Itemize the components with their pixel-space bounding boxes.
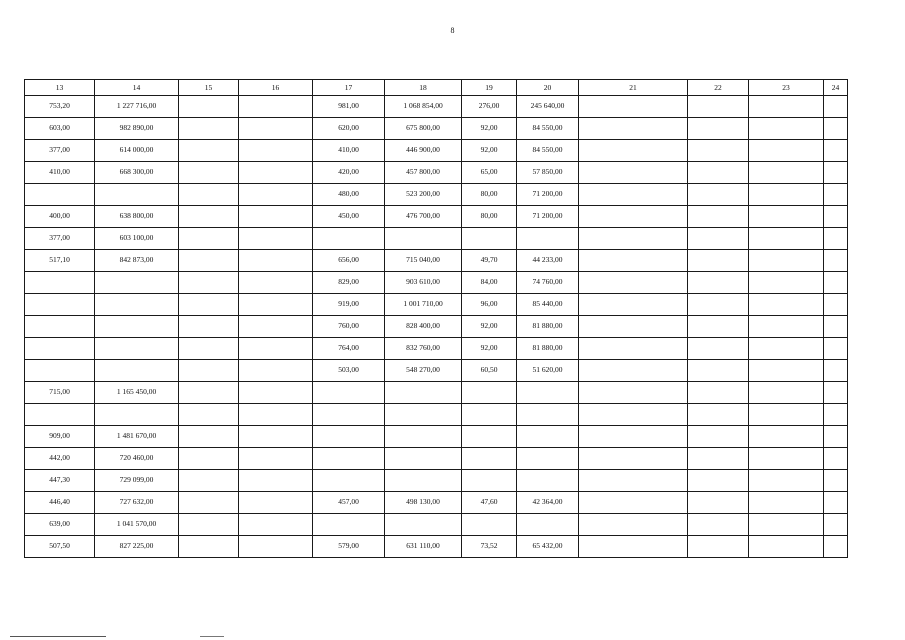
scan-artifact-line bbox=[10, 636, 106, 637]
table-cell: 828 400,00 bbox=[385, 316, 462, 338]
table-cell bbox=[239, 492, 313, 514]
table-cell: 548 270,00 bbox=[385, 360, 462, 382]
table-cell bbox=[579, 536, 688, 558]
table-cell: 377,00 bbox=[25, 228, 95, 250]
table-cell bbox=[749, 514, 824, 536]
table-cell bbox=[239, 426, 313, 448]
table-cell: 81 880,00 bbox=[517, 316, 579, 338]
table-cell bbox=[579, 228, 688, 250]
table-cell bbox=[579, 118, 688, 140]
table-cell: 84,00 bbox=[462, 272, 517, 294]
table-cell: 668 300,00 bbox=[95, 162, 179, 184]
table-cell bbox=[462, 470, 517, 492]
table-cell bbox=[688, 470, 749, 492]
table-cell bbox=[824, 338, 848, 360]
table-cell bbox=[824, 316, 848, 338]
table-cell bbox=[95, 316, 179, 338]
table-cell bbox=[462, 404, 517, 426]
column-header: 19 bbox=[462, 80, 517, 96]
table-cell bbox=[517, 448, 579, 470]
table-cell bbox=[385, 514, 462, 536]
table-cell: 245 640,00 bbox=[517, 96, 579, 118]
column-header: 21 bbox=[579, 80, 688, 96]
table-cell: 579,00 bbox=[313, 536, 385, 558]
table-cell: 71 200,00 bbox=[517, 206, 579, 228]
table-row bbox=[25, 250, 848, 272]
table-cell bbox=[824, 184, 848, 206]
table-row bbox=[25, 184, 848, 206]
table-cell bbox=[239, 470, 313, 492]
table-cell bbox=[239, 162, 313, 184]
table-cell: 639,00 bbox=[25, 514, 95, 536]
table-cell: 410,00 bbox=[313, 140, 385, 162]
table-cell bbox=[824, 492, 848, 514]
table-cell: 498 130,00 bbox=[385, 492, 462, 514]
table-cell bbox=[688, 294, 749, 316]
table-cell bbox=[579, 382, 688, 404]
table-cell bbox=[688, 96, 749, 118]
table-cell: 85 440,00 bbox=[517, 294, 579, 316]
table-cell: 457 800,00 bbox=[385, 162, 462, 184]
table-cell bbox=[179, 536, 239, 558]
table-cell: 60,50 bbox=[462, 360, 517, 382]
table-cell bbox=[688, 426, 749, 448]
table-cell bbox=[824, 140, 848, 162]
column-header: 20 bbox=[517, 80, 579, 96]
table-cell bbox=[579, 96, 688, 118]
table-row bbox=[25, 294, 848, 316]
table-cell: 84 550,00 bbox=[517, 140, 579, 162]
table-cell: 523 200,00 bbox=[385, 184, 462, 206]
column-header: 13 bbox=[25, 80, 95, 96]
table-cell: 96,00 bbox=[462, 294, 517, 316]
table-cell bbox=[688, 382, 749, 404]
table-cell bbox=[688, 338, 749, 360]
table-cell bbox=[95, 184, 179, 206]
table-cell bbox=[179, 492, 239, 514]
table-cell bbox=[95, 272, 179, 294]
column-header: 23 bbox=[749, 80, 824, 96]
table-cell bbox=[824, 470, 848, 492]
table-cell: 446 900,00 bbox=[385, 140, 462, 162]
table-cell: 442,00 bbox=[25, 448, 95, 470]
page-number: 8 bbox=[450, 26, 455, 35]
table-cell: 517,10 bbox=[25, 250, 95, 272]
table-cell: 47,60 bbox=[462, 492, 517, 514]
table-cell bbox=[749, 162, 824, 184]
table-cell: 829,00 bbox=[313, 272, 385, 294]
table-row bbox=[25, 404, 848, 426]
table-cell: 753,20 bbox=[25, 96, 95, 118]
table-cell bbox=[749, 426, 824, 448]
table-cell bbox=[579, 404, 688, 426]
table-cell: 74 760,00 bbox=[517, 272, 579, 294]
table-cell bbox=[579, 514, 688, 536]
table-cell: 80,00 bbox=[462, 206, 517, 228]
table-row bbox=[25, 470, 848, 492]
table-row bbox=[25, 206, 848, 228]
table-cell bbox=[749, 492, 824, 514]
table-cell bbox=[179, 426, 239, 448]
table-cell: 84 550,00 bbox=[517, 118, 579, 140]
table-cell bbox=[749, 536, 824, 558]
table-cell: 51 620,00 bbox=[517, 360, 579, 382]
table-cell: 603 100,00 bbox=[95, 228, 179, 250]
table-cell bbox=[239, 514, 313, 536]
table-cell bbox=[179, 448, 239, 470]
table-row bbox=[25, 162, 848, 184]
column-header: 24 bbox=[824, 80, 848, 96]
table-cell bbox=[313, 228, 385, 250]
table-cell: 764,00 bbox=[313, 338, 385, 360]
table-cell bbox=[749, 470, 824, 492]
table-cell bbox=[688, 118, 749, 140]
table-cell bbox=[179, 294, 239, 316]
table-cell bbox=[579, 294, 688, 316]
table-row bbox=[25, 492, 848, 514]
table-cell bbox=[25, 316, 95, 338]
table-cell bbox=[239, 96, 313, 118]
table-cell bbox=[313, 426, 385, 448]
table-cell bbox=[239, 316, 313, 338]
table-cell: 420,00 bbox=[313, 162, 385, 184]
table-cell: 57 850,00 bbox=[517, 162, 579, 184]
table-cell bbox=[95, 294, 179, 316]
table-cell bbox=[95, 360, 179, 382]
table-cell bbox=[749, 96, 824, 118]
table-cell: 503,00 bbox=[313, 360, 385, 382]
table-row bbox=[25, 514, 848, 536]
table-cell bbox=[25, 272, 95, 294]
table-cell bbox=[385, 404, 462, 426]
table-cell bbox=[688, 162, 749, 184]
table-cell bbox=[179, 338, 239, 360]
table-cell: 715,00 bbox=[25, 382, 95, 404]
table-cell bbox=[179, 382, 239, 404]
table-cell: 620,00 bbox=[313, 118, 385, 140]
table-cell bbox=[313, 448, 385, 470]
table-cell bbox=[462, 382, 517, 404]
table-cell: 42 364,00 bbox=[517, 492, 579, 514]
table-cell bbox=[517, 426, 579, 448]
table-cell bbox=[824, 206, 848, 228]
table-cell bbox=[517, 382, 579, 404]
table-cell bbox=[239, 184, 313, 206]
table-cell bbox=[749, 448, 824, 470]
table-cell bbox=[579, 360, 688, 382]
table-cell bbox=[749, 294, 824, 316]
table-cell bbox=[579, 184, 688, 206]
table-cell bbox=[688, 272, 749, 294]
table-cell: 476 700,00 bbox=[385, 206, 462, 228]
table-cell bbox=[579, 140, 688, 162]
table-cell: 80,00 bbox=[462, 184, 517, 206]
table-cell bbox=[579, 250, 688, 272]
table-cell bbox=[179, 250, 239, 272]
table-cell bbox=[25, 294, 95, 316]
table-cell: 827 225,00 bbox=[95, 536, 179, 558]
table-cell bbox=[239, 206, 313, 228]
table-cell bbox=[688, 404, 749, 426]
table-cell bbox=[179, 316, 239, 338]
table-cell bbox=[824, 536, 848, 558]
table-cell bbox=[749, 206, 824, 228]
table-cell bbox=[579, 426, 688, 448]
table-cell bbox=[824, 272, 848, 294]
column-header: 17 bbox=[313, 80, 385, 96]
table-cell bbox=[517, 404, 579, 426]
table-cell: 450,00 bbox=[313, 206, 385, 228]
table-cell bbox=[517, 470, 579, 492]
table-cell bbox=[824, 96, 848, 118]
table-cell: 909,00 bbox=[25, 426, 95, 448]
column-header: 16 bbox=[239, 80, 313, 96]
table-cell: 982 890,00 bbox=[95, 118, 179, 140]
table-cell bbox=[579, 470, 688, 492]
table-cell: 1 227 716,00 bbox=[95, 96, 179, 118]
table-row bbox=[25, 360, 848, 382]
table-cell bbox=[824, 448, 848, 470]
table-cell bbox=[385, 470, 462, 492]
table-cell bbox=[824, 360, 848, 382]
table-row bbox=[25, 272, 848, 294]
table-cell: 715 040,00 bbox=[385, 250, 462, 272]
table-cell: 656,00 bbox=[313, 250, 385, 272]
table-cell bbox=[749, 228, 824, 250]
table-cell bbox=[179, 162, 239, 184]
table-cell bbox=[688, 140, 749, 162]
table-cell: 1 001 710,00 bbox=[385, 294, 462, 316]
table-cell bbox=[749, 338, 824, 360]
table-cell: 377,00 bbox=[25, 140, 95, 162]
table-cell: 507,50 bbox=[25, 536, 95, 558]
table-cell: 73,52 bbox=[462, 536, 517, 558]
table-cell bbox=[239, 404, 313, 426]
table-cell bbox=[179, 96, 239, 118]
table-cell bbox=[25, 338, 95, 360]
table-row bbox=[25, 118, 848, 140]
table-row bbox=[25, 228, 848, 250]
table-cell bbox=[579, 316, 688, 338]
table-row bbox=[25, 316, 848, 338]
table-cell: 981,00 bbox=[313, 96, 385, 118]
table-row bbox=[25, 448, 848, 470]
table-cell: 1 165 450,00 bbox=[95, 382, 179, 404]
table-cell bbox=[688, 514, 749, 536]
table-cell bbox=[824, 426, 848, 448]
table-cell: 92,00 bbox=[462, 118, 517, 140]
table-row bbox=[25, 382, 848, 404]
table-cell bbox=[179, 206, 239, 228]
table-cell bbox=[462, 228, 517, 250]
table-cell bbox=[749, 404, 824, 426]
table-cell bbox=[179, 184, 239, 206]
table-cell: 1 041 570,00 bbox=[95, 514, 179, 536]
table-cell bbox=[517, 228, 579, 250]
table-cell bbox=[749, 118, 824, 140]
table-cell bbox=[239, 140, 313, 162]
table-cell: 1 068 854,00 bbox=[385, 96, 462, 118]
table-cell bbox=[824, 382, 848, 404]
table-row bbox=[25, 96, 848, 118]
table-cell bbox=[579, 272, 688, 294]
table-cell bbox=[179, 360, 239, 382]
table-cell bbox=[313, 470, 385, 492]
table-body bbox=[25, 96, 848, 558]
table-cell bbox=[749, 316, 824, 338]
table-cell bbox=[179, 404, 239, 426]
table-cell bbox=[688, 206, 749, 228]
table-cell bbox=[824, 118, 848, 140]
table-cell bbox=[179, 272, 239, 294]
table-cell bbox=[462, 426, 517, 448]
table-cell: 92,00 bbox=[462, 338, 517, 360]
table-cell bbox=[385, 382, 462, 404]
table-cell bbox=[749, 360, 824, 382]
table-cell bbox=[239, 250, 313, 272]
table-cell bbox=[239, 448, 313, 470]
table-cell: 49,70 bbox=[462, 250, 517, 272]
table-cell: 480,00 bbox=[313, 184, 385, 206]
table-cell bbox=[688, 250, 749, 272]
table-cell bbox=[239, 228, 313, 250]
table-cell: 410,00 bbox=[25, 162, 95, 184]
table-cell bbox=[749, 250, 824, 272]
table-header-row bbox=[25, 80, 848, 96]
table-row bbox=[25, 426, 848, 448]
table-cell: 631 110,00 bbox=[385, 536, 462, 558]
table-cell bbox=[313, 382, 385, 404]
table-cell bbox=[179, 228, 239, 250]
table-cell: 727 632,00 bbox=[95, 492, 179, 514]
table-cell bbox=[25, 184, 95, 206]
table-cell: 65,00 bbox=[462, 162, 517, 184]
table-cell bbox=[462, 448, 517, 470]
table-cell bbox=[462, 514, 517, 536]
table-cell: 603,00 bbox=[25, 118, 95, 140]
table-cell bbox=[579, 206, 688, 228]
table-cell: 92,00 bbox=[462, 316, 517, 338]
table-cell: 447,30 bbox=[25, 470, 95, 492]
table-cell bbox=[749, 140, 824, 162]
table-cell bbox=[579, 492, 688, 514]
table-cell: 919,00 bbox=[313, 294, 385, 316]
table-cell: 400,00 bbox=[25, 206, 95, 228]
table-cell bbox=[239, 294, 313, 316]
table-cell bbox=[688, 360, 749, 382]
table-row bbox=[25, 536, 848, 558]
table-cell: 92,00 bbox=[462, 140, 517, 162]
table-cell bbox=[688, 448, 749, 470]
table-cell: 903 610,00 bbox=[385, 272, 462, 294]
table-cell bbox=[824, 294, 848, 316]
table-cell bbox=[25, 360, 95, 382]
table-cell bbox=[824, 228, 848, 250]
table-cell: 457,00 bbox=[313, 492, 385, 514]
table-cell: 842 873,00 bbox=[95, 250, 179, 272]
table-cell bbox=[95, 338, 179, 360]
table-cell bbox=[239, 118, 313, 140]
table-cell bbox=[688, 536, 749, 558]
table-cell bbox=[313, 514, 385, 536]
table-cell bbox=[385, 426, 462, 448]
table-cell bbox=[749, 382, 824, 404]
table-cell bbox=[179, 514, 239, 536]
table-cell: 71 200,00 bbox=[517, 184, 579, 206]
table-cell bbox=[824, 404, 848, 426]
table-cell bbox=[688, 492, 749, 514]
table-cell bbox=[179, 470, 239, 492]
table-cell bbox=[313, 404, 385, 426]
table-cell bbox=[749, 272, 824, 294]
table-cell bbox=[579, 162, 688, 184]
column-header: 22 bbox=[688, 80, 749, 96]
table-cell bbox=[179, 118, 239, 140]
table-cell bbox=[385, 448, 462, 470]
table-cell: 446,40 bbox=[25, 492, 95, 514]
table-cell: 1 481 670,00 bbox=[95, 426, 179, 448]
column-header: 14 bbox=[95, 80, 179, 96]
table-cell bbox=[824, 162, 848, 184]
table-cell bbox=[95, 404, 179, 426]
table-cell bbox=[579, 338, 688, 360]
table-cell: 720 460,00 bbox=[95, 448, 179, 470]
table-cell bbox=[239, 536, 313, 558]
table-cell bbox=[179, 140, 239, 162]
column-header: 15 bbox=[179, 80, 239, 96]
table-cell bbox=[824, 514, 848, 536]
table-cell: 675 800,00 bbox=[385, 118, 462, 140]
table-cell bbox=[824, 250, 848, 272]
table-cell bbox=[579, 448, 688, 470]
table-row bbox=[25, 140, 848, 162]
table-cell bbox=[688, 228, 749, 250]
table-cell bbox=[749, 184, 824, 206]
table-cell: 729 099,00 bbox=[95, 470, 179, 492]
data-table bbox=[24, 79, 848, 558]
table-cell: 65 432,00 bbox=[517, 536, 579, 558]
table-cell bbox=[688, 184, 749, 206]
table-cell bbox=[239, 272, 313, 294]
table-cell: 614 000,00 bbox=[95, 140, 179, 162]
table-cell: 832 760,00 bbox=[385, 338, 462, 360]
table-cell bbox=[385, 228, 462, 250]
table-cell: 44 233,00 bbox=[517, 250, 579, 272]
table-cell: 276,00 bbox=[462, 96, 517, 118]
table-cell bbox=[517, 514, 579, 536]
table-cell bbox=[239, 360, 313, 382]
table-row bbox=[25, 338, 848, 360]
scan-artifact-line bbox=[200, 636, 224, 637]
table-cell bbox=[239, 382, 313, 404]
table-cell bbox=[688, 316, 749, 338]
table-cell: 81 880,00 bbox=[517, 338, 579, 360]
column-header: 18 bbox=[385, 80, 462, 96]
table-cell: 638 800,00 bbox=[95, 206, 179, 228]
table-cell bbox=[239, 338, 313, 360]
table-cell: 760,00 bbox=[313, 316, 385, 338]
table-cell bbox=[25, 404, 95, 426]
